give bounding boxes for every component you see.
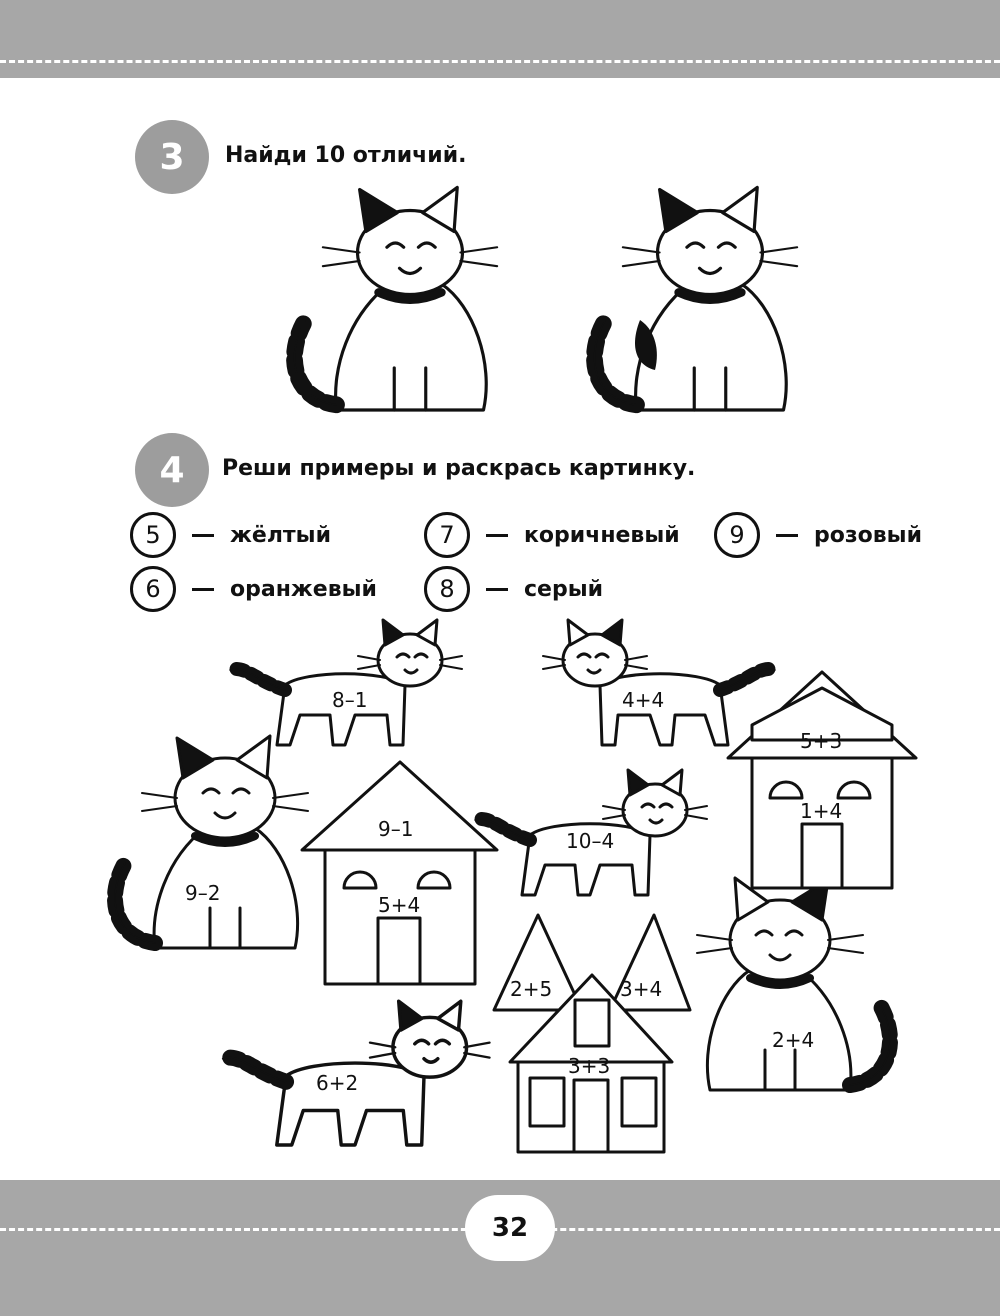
cat-top-right [543,620,775,745]
legend-color: жёлтый [230,522,331,548]
expr-cat-sitting-right: 2+4 [772,1028,815,1052]
house-middle [302,762,497,984]
expr-house-right-roof: 5+3 [800,729,843,753]
page-number: 32 [465,1195,555,1261]
expr-house-bottom-right-roof: 3+4 [620,977,663,1001]
expr-house-bottom-left-roof: 2+5 [510,977,553,1001]
legend-number: 5 [130,512,176,558]
house-right [728,672,916,888]
legend-color: коричневый [524,522,680,548]
legend-number: 9 [714,512,760,558]
legend-number: 6 [130,566,176,612]
task-3-text: Найди 10 отличий. [225,143,467,168]
legend-color: оранжевый [230,576,377,602]
expr-house-right-wall: 1+4 [800,799,843,823]
expr-cat-top-right: 4+4 [622,688,665,712]
cat-with-differences [595,187,798,410]
expr-cat-middle: 10–4 [566,829,615,853]
cat-sitting-left [115,736,308,948]
cat-top-left [230,620,462,745]
legend-number: 8 [424,566,470,612]
expr-house-middle-wall: 5+4 [378,893,421,917]
legend-number: 7 [424,512,470,558]
legend-color: розовый [814,522,922,548]
expr-house-middle-roof: 9–1 [378,817,414,841]
legend-color: серый [524,576,604,602]
task-3-badge: 3 [135,120,209,194]
task-4-badge: 4 [135,433,209,507]
task-4-text: Реши примеры и раскрась картинку. [222,456,696,481]
house-bottom [494,915,690,1152]
expr-cat-sitting-left: 9–2 [185,881,221,905]
expr-cat-bottom-left: 6+2 [316,1071,359,1095]
cat-original [295,187,498,410]
expr-cat-top-left: 8–1 [332,688,368,712]
expr-house-bottom-wall: 3+3 [568,1054,611,1078]
cat-sitting-right [697,878,890,1090]
